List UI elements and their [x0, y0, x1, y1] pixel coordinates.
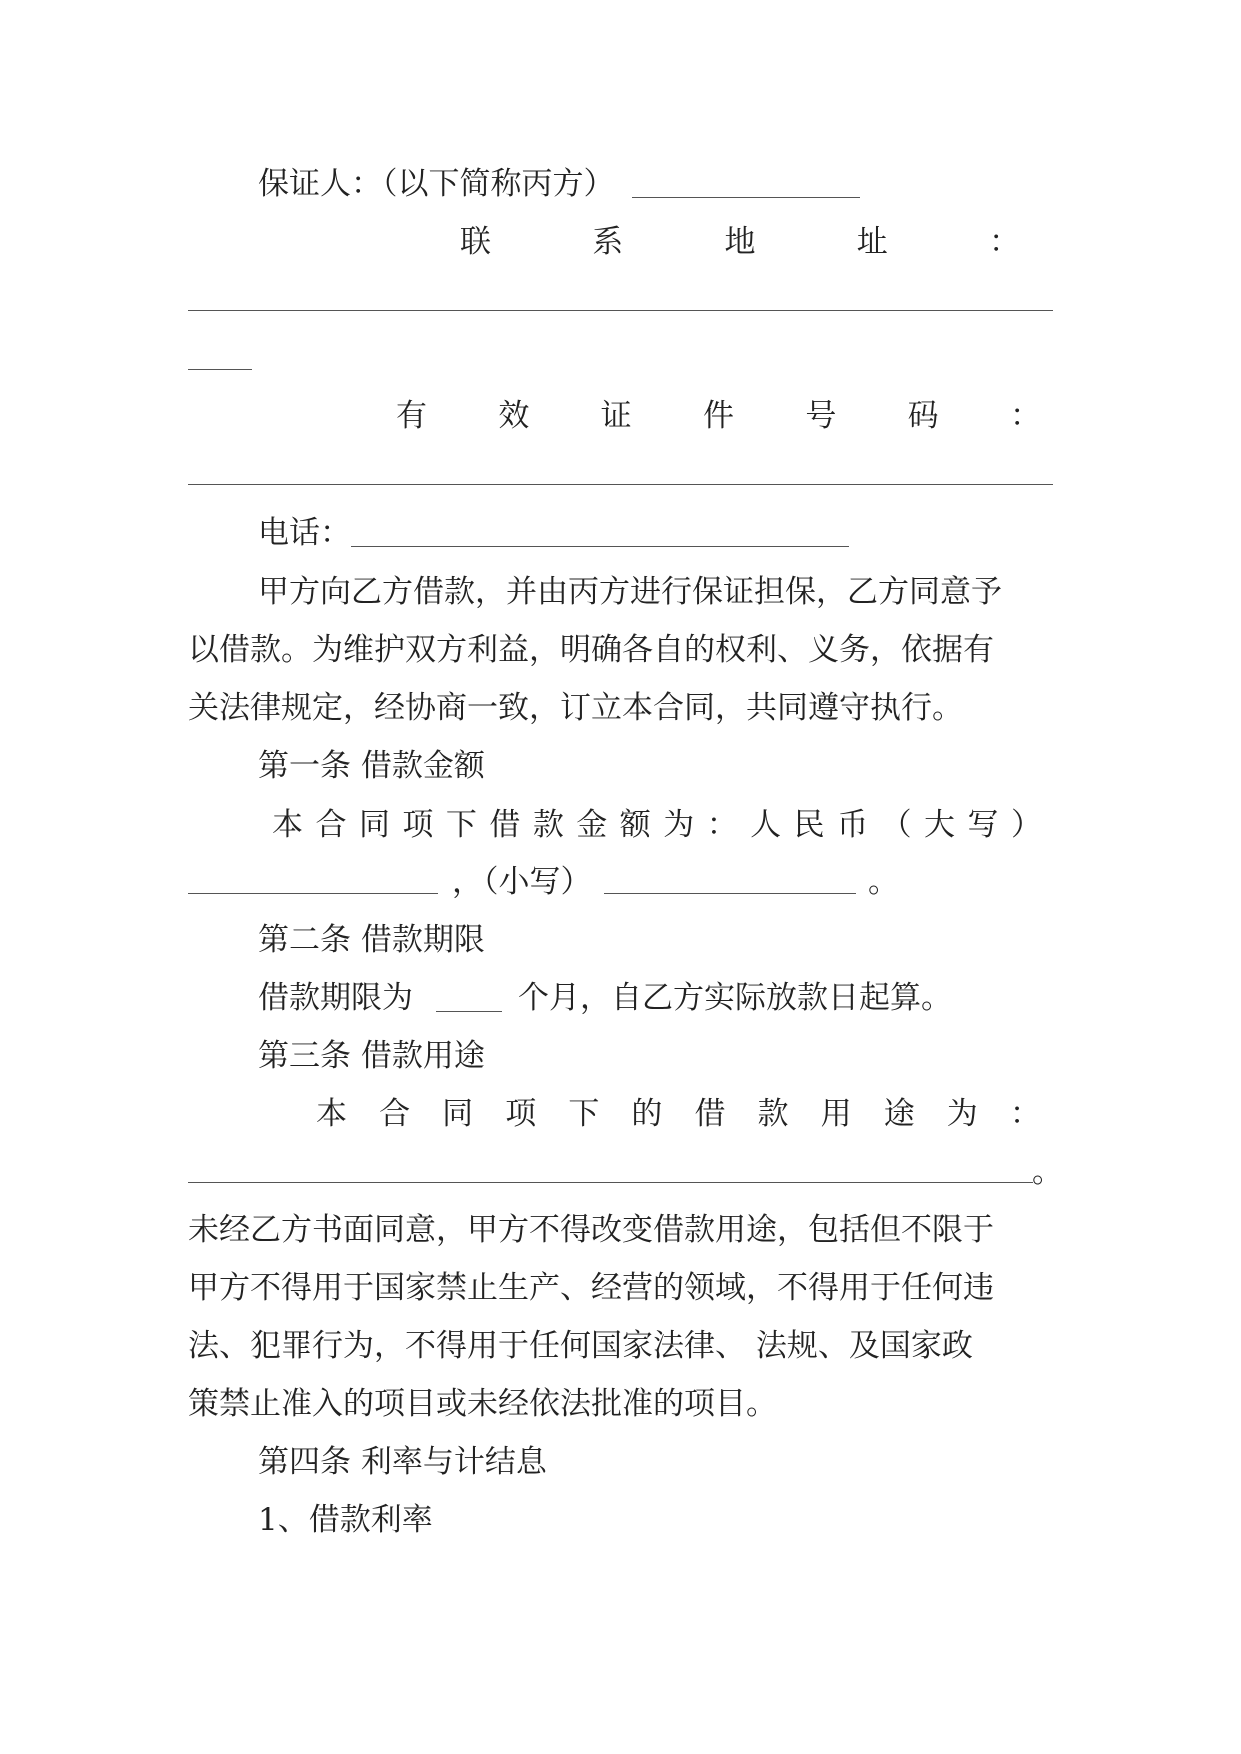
amount-lowercase-label: ，（小写） — [452, 864, 592, 900]
guarantor-label: 保证人：（以下简称丙方） — [258, 166, 615, 202]
loan-term-months-blank — [436, 1011, 502, 1012]
amount-end: 。 — [868, 864, 899, 900]
article-1-title: 第一条 借款金额 — [258, 748, 485, 784]
id-number-blank — [188, 484, 1053, 485]
loan-purpose-end: 。 — [1032, 1154, 1063, 1190]
id-number-label: 有 效 证 件 号 码 ： — [396, 398, 1041, 434]
phone-label: 电话： — [258, 515, 351, 551]
interest-rate-heading: 1、借款利率 — [258, 1502, 433, 1538]
amount-uppercase-blank — [188, 893, 438, 894]
phone-blank — [351, 546, 849, 547]
article-2-title: 第二条 借款期限 — [258, 922, 485, 958]
purpose-restriction-line-4: 策禁止准入的项目或未经依法批准的项目。 — [188, 1386, 777, 1422]
loan-purpose-blank — [188, 1182, 1033, 1183]
purpose-restriction-line-3: 法、犯罪行为，不得用于任何国家法律、 法规、及国家政 — [188, 1328, 973, 1364]
address-blank — [188, 310, 1053, 311]
amount-lowercase-blank — [604, 893, 856, 894]
purpose-restriction-line-1: 未经乙方书面同意，甲方不得改变借款用途，包括但不限于 — [188, 1212, 994, 1248]
loan-term-suffix: 个月，自乙方实际放款日起算。 — [518, 980, 952, 1016]
loan-amount-label: 本 合 同 项 下 借 款 金 额 为 ： 人 民 币 （ 大 写 ） — [272, 807, 1042, 843]
guarantor-name-blank — [632, 197, 860, 198]
intro-line-3: 关法律规定，经协商一致，订立本合同，共同遵守执行。 — [188, 690, 963, 726]
loan-purpose-label: 本 合 同 项 下 的 借 款 用 途 为 ： — [316, 1096, 1041, 1132]
intro-line-1: 甲方向乙方借款，并由丙方进行保证担保，乙方同意予 — [258, 574, 1002, 610]
address-blank-continued — [188, 369, 252, 370]
article-3-title: 第三条 借款用途 — [258, 1038, 485, 1074]
purpose-restriction-line-2: 甲方不得用于国家禁止生产、经营的领域，不得用于任何违 — [188, 1270, 994, 1306]
article-4-title: 第四条 利率与计结息 — [258, 1444, 547, 1480]
address-label: 联 系 地 址 ： — [460, 224, 1020, 260]
loan-term-line: 借款期限为 — [258, 980, 413, 1016]
intro-line-2: 以借款。为维护双方利益，明确各自的权利、义务，依据有 — [188, 632, 994, 668]
